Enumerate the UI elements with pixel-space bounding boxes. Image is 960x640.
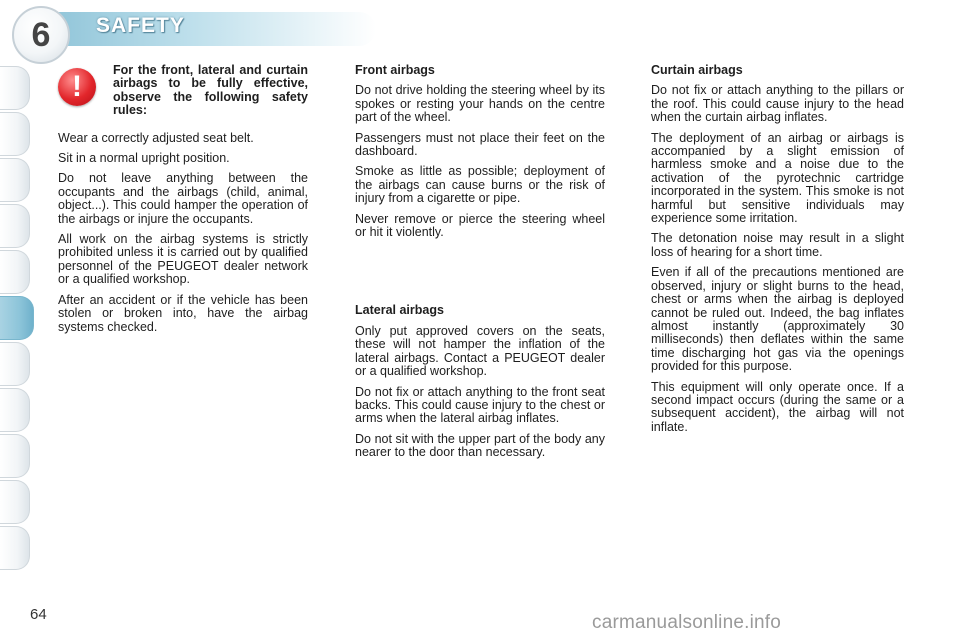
exclamation-warning-icon: ! xyxy=(58,68,96,106)
chapter-tab-1[interactable] xyxy=(0,66,30,110)
page-number: 64 xyxy=(30,606,47,623)
chapter-tab-2[interactable] xyxy=(0,112,30,156)
curtain-paragraph: The detonation noise may result in a slight loss of hearing for a short time. xyxy=(651,231,904,259)
lateral-paragraph: Do not sit with the upper part of the body any nearer to the door than necessary. xyxy=(355,431,605,460)
front-paragraph: Never remove or pierce the steering wheel or hit it violently. xyxy=(355,211,605,240)
chapter-tab-5[interactable] xyxy=(0,250,30,294)
watermark-link[interactable]: carmanualsonline.info xyxy=(592,612,782,633)
warning-block xyxy=(58,64,308,125)
curtain-paragraph: Even if all of the precautions mentioned are observed, injury or slight burns to the head, chest or arms when the airbag is deployed cannot be ruled out. Indeed, the bag inflates almost instantly (approximately 30 milliseconds) then deflates within the same time discharging hot gas via the openings provided for this purpose. xyxy=(651,265,904,374)
lateral-paragraph: Only put approved covers on the seats, these will not hamper the inflation of the lateral airbags. Contact a PEUGEOT dealer or a qualified workshop. xyxy=(355,323,605,379)
chapter-tab-9[interactable] xyxy=(0,434,30,478)
warning-title: For the front, lateral and curtain airbags to be fully effective, observe the following safety rules: xyxy=(113,63,308,118)
chapter-tab-8[interactable] xyxy=(0,388,30,432)
column-curtain xyxy=(651,64,904,441)
chapter-number-badge: 6 xyxy=(12,6,70,64)
chapter-tab-11[interactable] xyxy=(0,526,30,570)
rule-paragraph: After an accident or if the vehicle has been stolen or broken into, have the airbag systems checked. xyxy=(58,292,308,334)
page-title: SAFETY xyxy=(96,14,185,37)
lateral-airbags-heading: Lateral airbags xyxy=(355,303,444,318)
chapter-tab-3[interactable] xyxy=(0,158,30,202)
spacer xyxy=(355,246,605,304)
chapter-tabs xyxy=(0,66,34,576)
lateral-paragraph: Do not fix or attach anything to the front seat backs. This could cause injury to the chest or arms when the lateral airbag inflates. xyxy=(355,384,605,426)
column-front-lateral xyxy=(355,64,605,467)
front-paragraph: Passengers must not place their feet on the dashboard. xyxy=(355,130,605,159)
chapter-tab-10[interactable] xyxy=(0,480,30,524)
front-paragraph: Smoke as little as possible; deployment of the airbags can cause burns or the risk of injury from a cigarette or pipe. xyxy=(355,164,605,206)
curtain-paragraph: Do not fix or attach anything to the pillars or the roof. This could cause injury to the head when the curtain airbag inflates. xyxy=(651,83,904,125)
front-airbags-heading: Front airbags xyxy=(355,63,435,77)
chapter-tab-7[interactable] xyxy=(0,342,30,386)
curtain-paragraph: The deployment of an airbag or airbags is accompanied by a slight emission of harmless smoke and a noise due to the activation of the pyrotechnic cartridge incorporated in the system. This smoke is not harmful but sensitive individuals may experience some irritation. xyxy=(651,130,904,226)
front-paragraph: Do not drive holding the steering wheel by its spokes or resting your hands on the centre part of the wheel. xyxy=(355,83,605,125)
rule-paragraph: Do not leave anything between the occupants and the airbags (child, animal, object...). This could hamper the operation of the airbags or injure the occupants. xyxy=(58,171,308,226)
chapter-tab-6-active[interactable] xyxy=(0,296,34,340)
column-general-rules xyxy=(58,64,308,341)
chapter-tab-4[interactable] xyxy=(0,204,30,248)
rule-paragraph: Wear a correctly adjusted seat belt. xyxy=(58,130,254,145)
rule-paragraph: All work on the airbag systems is strictly prohibited unless it is carried out by qualified personnel of the PEUGEOT dealer network or a qualified workshop. xyxy=(58,232,308,287)
curtain-airbags-heading: Curtain airbags xyxy=(651,63,743,77)
rule-paragraph: Sit in a normal upright position. xyxy=(58,151,230,166)
curtain-paragraph: This equipment will only operate once. If a second impact occurs (during the same or a subsequent accident), the airbag will not inflate. xyxy=(651,379,904,434)
